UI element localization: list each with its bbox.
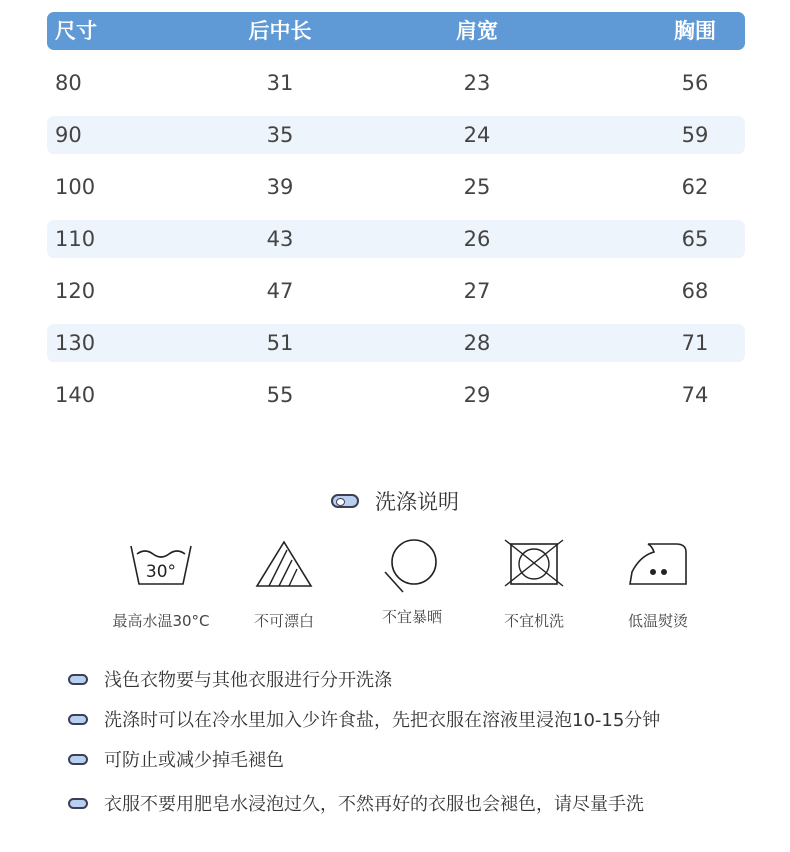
- care-label: 最高水温30°C: [112, 612, 210, 630]
- bullet-pill-icon: [68, 674, 88, 685]
- cell-chest: 65: [681, 227, 709, 251]
- wash-temp-text: 30°: [145, 562, 177, 582]
- note-text: 可防止或减少掉毛褪色: [104, 750, 284, 771]
- care-item-wash-30: [96, 538, 226, 631]
- care-icons-row: [0, 538, 790, 648]
- cell-shoulder: 27: [463, 279, 491, 303]
- table-row: [47, 116, 745, 154]
- bullet-pill-icon: [68, 714, 88, 725]
- cell-shoulder: 26: [463, 227, 491, 251]
- table-row: [47, 272, 745, 310]
- cell-back-length: 31: [266, 71, 294, 95]
- cell-back-length: 55: [266, 383, 294, 407]
- cell-size: 100: [55, 175, 96, 199]
- cell-chest: 59: [681, 123, 709, 147]
- care-item-low-iron: [593, 538, 723, 631]
- table-row: [47, 376, 745, 414]
- cell-chest: 62: [681, 175, 709, 199]
- cell-shoulder: 29: [463, 383, 491, 407]
- header-shoulder: 肩宽: [456, 19, 498, 43]
- cell-size: 130: [55, 331, 96, 355]
- bullet-pill-icon: [68, 798, 88, 809]
- no-machine-wash-icon: [503, 538, 565, 588]
- care-label: 不宜暴晒: [381, 608, 442, 626]
- note-text: 洗涤时可以在冷水里加入少许食盐，先把衣服在溶液里浸泡10-15分钟: [104, 710, 661, 731]
- header-back-length: 后中长: [248, 19, 312, 43]
- cell-shoulder: 28: [463, 331, 491, 355]
- cell-back-length: 39: [266, 175, 294, 199]
- wash-title: 洗涤说明: [375, 490, 459, 514]
- toggle-pill-icon: [331, 494, 359, 508]
- cell-size: 80: [55, 71, 82, 95]
- cell-shoulder: 23: [463, 71, 491, 95]
- care-label: 低温熨烫: [627, 612, 688, 630]
- list-item: [68, 746, 284, 772]
- cell-chest: 56: [681, 71, 709, 95]
- table-row: [47, 220, 745, 258]
- care-item-no-bleach: [219, 538, 349, 631]
- size-table: [47, 12, 745, 414]
- note-text: 浅色衣物要与其他衣服进行分开洗涤: [104, 670, 392, 691]
- size-table-header: [47, 12, 745, 50]
- no-bleach-icon: [253, 538, 315, 588]
- cell-size: 90: [55, 123, 82, 147]
- cell-shoulder: 24: [463, 123, 491, 147]
- no-sun-dry-icon: [381, 534, 443, 596]
- cell-back-length: 51: [266, 331, 294, 355]
- cell-back-length: 43: [266, 227, 294, 251]
- cell-shoulder: 25: [463, 175, 491, 199]
- cell-size: 140: [55, 383, 96, 407]
- table-row: [47, 324, 745, 362]
- care-label: 不可漂白: [253, 612, 314, 630]
- list-item: [68, 666, 392, 692]
- list-item: [68, 790, 644, 816]
- care-label: 不宜机洗: [503, 612, 564, 630]
- bullet-pill-icon: [68, 754, 88, 765]
- note-text: 衣服不要用肥皂水浸泡过久，不然再好的衣服也会褪色，请尽量手洗: [104, 794, 644, 815]
- table-row: [47, 64, 745, 102]
- list-item: [68, 706, 660, 732]
- care-item-no-sun: [347, 538, 477, 627]
- cell-size: 120: [55, 279, 96, 303]
- cell-back-length: 35: [266, 123, 294, 147]
- care-item-no-machine: [469, 538, 599, 631]
- cell-chest: 74: [681, 383, 709, 407]
- cell-chest: 68: [681, 279, 709, 303]
- low-iron-icon: [626, 538, 690, 588]
- header-chest: 胸围: [674, 19, 716, 43]
- wash-30-icon: [127, 538, 195, 588]
- cell-chest: 71: [681, 331, 709, 355]
- table-row: [47, 168, 745, 206]
- cell-back-length: 47: [266, 279, 294, 303]
- wash-instructions-heading: [0, 486, 790, 516]
- header-size: 尺寸: [55, 19, 97, 43]
- cell-size: 110: [55, 227, 96, 251]
